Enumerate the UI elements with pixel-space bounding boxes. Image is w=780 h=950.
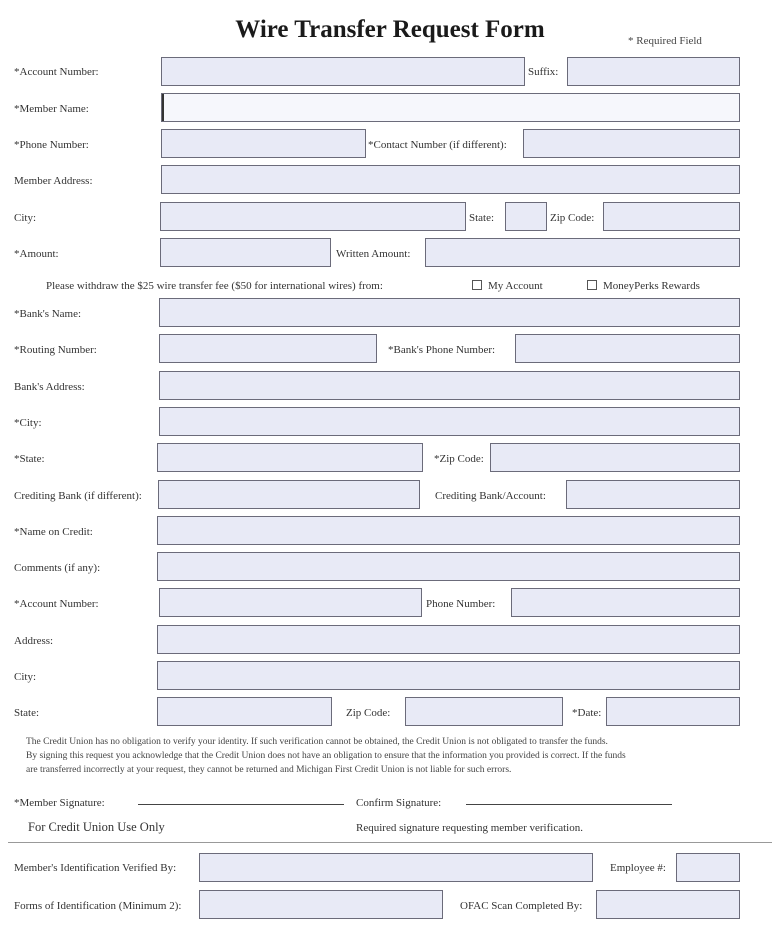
date-input[interactable] (607, 698, 739, 725)
suffix-label: Suffix: (528, 66, 559, 78)
disclaimer-line: The Credit Union has no obligation to verify your identity. If such verification cannot be obtained, the Credit Union is not obligated to transfer the funds. (26, 737, 608, 747)
name-on-credit-label: *Name on Credit: (14, 526, 93, 538)
bank-address-input[interactable] (160, 372, 739, 399)
disclaimer-line: are transferred incorrectly at your request, they cannot be returned and Michigan First Credit Union is not liable for such errors. (26, 765, 512, 775)
forms-of-id-input[interactable] (200, 891, 442, 918)
contact-number-label: *Contact Number (if different): (368, 139, 507, 151)
member-name-field[interactable] (161, 93, 740, 122)
amount-input[interactable] (161, 239, 330, 266)
routing-number-field[interactable] (159, 334, 377, 363)
comments-label: Comments (if any): (14, 562, 101, 574)
contact-number-field[interactable] (523, 129, 740, 158)
forms-of-id-label: Forms of Identification (Minimum 2): (14, 900, 182, 912)
contact-number-input[interactable] (524, 130, 739, 157)
phone-number-label: *Phone Number: (14, 139, 89, 151)
phone-number-input[interactable] (162, 130, 365, 157)
ben-account-number-input[interactable] (160, 589, 421, 616)
ofac-completed-by-label: OFAC Scan Completed By: (460, 900, 583, 912)
city-field[interactable] (160, 202, 466, 231)
routing-number-label: *Routing Number: (14, 344, 97, 356)
ben-city-input[interactable] (158, 662, 739, 689)
ben-address-field[interactable] (157, 625, 740, 654)
member-name-input[interactable] (162, 94, 739, 121)
ben-zip-label: Zip Code: (346, 707, 391, 719)
name-on-credit-input[interactable] (158, 517, 739, 544)
suffix-field[interactable] (567, 57, 740, 86)
date-label: *Date: (572, 707, 602, 719)
bank-zip-label: *Zip Code: (434, 453, 484, 465)
written-amount-field[interactable] (425, 238, 740, 267)
city-input[interactable] (161, 203, 465, 230)
member-signature-line[interactable] (138, 804, 344, 805)
disclaimer-line: By signing this request you acknowledge that the Credit Union does not have an obligation to ensure that the information you provided is correct. If the funds (26, 751, 626, 761)
ben-zip-input[interactable] (406, 698, 562, 725)
account-number-label: *Account Number: (14, 66, 99, 78)
disclaimer (26, 735, 726, 777)
required-field-note: * Required Field (628, 35, 702, 47)
crediting-account-field[interactable] (566, 480, 740, 509)
cu-use-only-label: For Credit Union Use Only (28, 820, 165, 834)
zip-code-field[interactable] (603, 202, 740, 231)
state-label: State: (469, 212, 495, 224)
confirm-signature-line[interactable] (466, 804, 672, 805)
fee-instruction: Please withdraw the $25 wire transfer fee ($50 for international wires) from: (46, 280, 383, 292)
zip-code-label: Zip Code: (550, 212, 595, 224)
crediting-account-label: Crediting Bank/Account: (435, 490, 546, 502)
bank-state-input[interactable] (158, 444, 422, 471)
account-number-input[interactable] (162, 58, 524, 85)
bank-name-field[interactable] (159, 298, 740, 327)
bank-zip-field[interactable] (490, 443, 740, 472)
bank-phone-input[interactable] (516, 335, 739, 362)
date-field[interactable] (606, 697, 740, 726)
crediting-bank-input[interactable] (159, 481, 419, 508)
crediting-bank-field[interactable] (158, 480, 420, 509)
routing-number-input[interactable] (160, 335, 376, 362)
my-account-label: My Account (488, 280, 543, 292)
ben-address-label: Address: (14, 635, 54, 647)
employee-number-input[interactable] (677, 854, 739, 881)
written-amount-input[interactable] (426, 239, 739, 266)
comments-input[interactable] (158, 553, 739, 580)
member-address-input[interactable] (162, 166, 739, 193)
ofac-completed-by-input[interactable] (597, 891, 739, 918)
id-verified-by-input[interactable] (200, 854, 592, 881)
written-amount-label: Written Amount: (336, 248, 411, 260)
state-input[interactable] (506, 203, 546, 230)
moneyperks-label: MoneyPerks Rewards (603, 280, 700, 292)
comments-field[interactable] (157, 552, 740, 581)
section-divider (8, 842, 772, 843)
bank-name-input[interactable] (160, 299, 739, 326)
bank-phone-field[interactable] (515, 334, 740, 363)
bank-phone-label: *Bank's Phone Number: (388, 344, 496, 356)
ben-phone-field[interactable] (511, 588, 740, 617)
signature-required-note: Required signature requesting member verification. (356, 822, 583, 834)
member-signature-label: *Member Signature: (14, 797, 105, 809)
bank-state-field[interactable] (157, 443, 423, 472)
bank-name-label: *Bank's Name: (14, 308, 82, 320)
bank-city-field[interactable] (159, 407, 740, 436)
city-label: City: (14, 212, 37, 224)
moneyperks-checkbox[interactable] (587, 280, 597, 290)
ben-zip-field[interactable] (405, 697, 563, 726)
ben-state-label: State: (14, 707, 40, 719)
forms-of-id-field[interactable] (199, 890, 443, 919)
account-number-field[interactable] (161, 57, 525, 86)
bank-state-label: *State: (14, 453, 45, 465)
amount-label: *Amount: (14, 248, 59, 260)
bank-city-input[interactable] (160, 408, 739, 435)
ben-account-number-label: *Account Number: (14, 598, 99, 610)
bank-address-field[interactable] (159, 371, 740, 400)
amount-field[interactable] (160, 238, 331, 267)
ben-city-label: City: (14, 671, 37, 683)
ben-state-field[interactable] (157, 697, 332, 726)
state-field[interactable] (505, 202, 547, 231)
member-name-label: *Member Name: (14, 103, 89, 115)
my-account-checkbox[interactable] (472, 280, 482, 290)
member-address-field[interactable] (161, 165, 740, 194)
member-address-label: Member Address: (14, 175, 93, 187)
suffix-input[interactable] (568, 58, 739, 85)
ben-address-input[interactable] (158, 626, 739, 653)
ben-city-field[interactable] (157, 661, 740, 690)
crediting-account-input[interactable] (567, 481, 739, 508)
employee-number-field[interactable] (676, 853, 740, 882)
employee-number-label: Employee #: (610, 862, 666, 874)
phone-number-field[interactable] (161, 129, 366, 158)
id-verified-by-field[interactable] (199, 853, 593, 882)
page-title: Wire Transfer Request Form (235, 16, 545, 43)
ben-account-number-field[interactable] (159, 588, 422, 617)
name-on-credit-field[interactable] (157, 516, 740, 545)
ben-phone-input[interactable] (512, 589, 739, 616)
bank-zip-input[interactable] (491, 444, 739, 471)
ben-state-input[interactable] (158, 698, 331, 725)
ofac-completed-by-field[interactable] (596, 890, 740, 919)
ben-phone-label: Phone Number: (426, 598, 496, 610)
zip-code-input[interactable] (604, 203, 739, 230)
bank-city-label: *City: (14, 417, 42, 429)
confirm-signature-label: Confirm Signature: (356, 797, 442, 809)
bank-address-label: Bank's Address: (14, 381, 85, 393)
id-verified-by-label: Member's Identification Verified By: (14, 862, 177, 874)
crediting-bank-label: Crediting Bank (if different): (14, 490, 142, 502)
